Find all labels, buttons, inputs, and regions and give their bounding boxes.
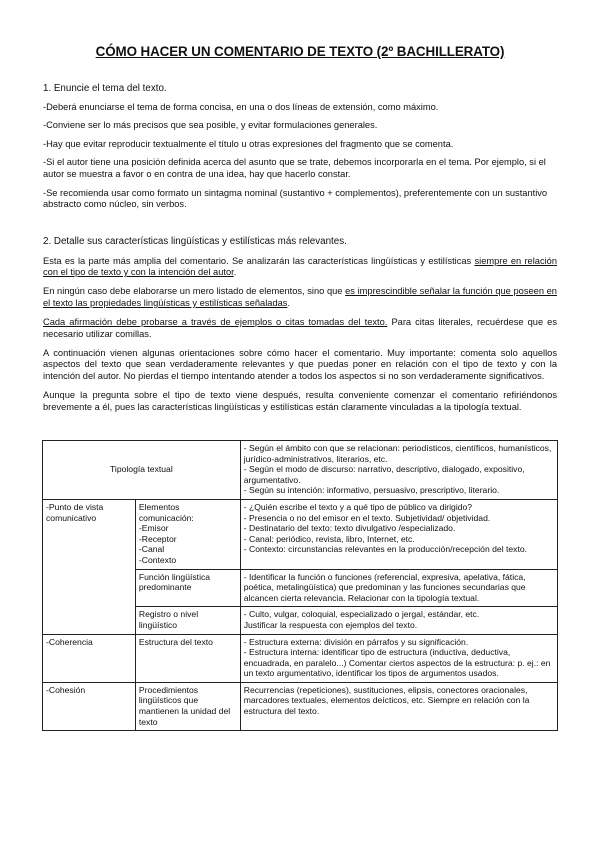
cell-line: - Estructura externa: división en párrafos y su significación. [243,636,469,647]
cell-line: - Estructura interna: identificar tipo de estructura (inductiva, deductiva, encuadrada, en paralelo...) Comentar ciertos aspectos de la estructura: p. ej.: en un texto argumentativo, identificar los tipos de argumentos usados. [243,647,551,679]
section-tema [43,83,557,218]
table-row [43,499,558,569]
table-row [43,634,558,682]
table-cell [135,499,240,569]
table-row [43,682,558,730]
table-row [43,441,558,500]
table-cell: Estructura del texto [135,634,240,682]
text-run: Esta es la parte más amplia del comentario. Se analizarán las características lingüísticas y estilísticas [43,255,475,266]
table-cell [240,607,557,634]
cell-line: - Según el modo de discurso: narrativo, descriptivo, dialogado, expositivo, argumentativo. [243,464,525,485]
table-cell [240,499,557,569]
cell-line: -Receptor [138,533,177,544]
table-cell: Tipología textual [43,441,241,500]
table-cell [240,634,557,682]
section-caracteristicas [43,236,557,421]
table-cell: Registro o nivel lingüístico [135,607,240,634]
table-cell [240,441,557,500]
cell-line: - Según el ámbito con que se relacionan: periodísticos, científicos, humanísticos, jurídico-administrativos, literarios, etc. [243,443,552,464]
paragraph: -Deberá enunciarse el tema de forma concisa, en una o dos líneas de extensión, como máximo. [43,101,439,112]
table-cell: -Coherencia [43,634,136,682]
paragraph: -Hay que evitar reproducir textualmente el título u otras expresiones del fragmento que se comenta. [43,138,454,149]
table-cell: - Identificar la función o funciones (referencial, expresiva, apelativa, fática, poética, metalingüística) que predominan y las funciones secundarias que alcancen cierta relevancia. Relacionar con la tipología textual. [240,569,557,607]
cell-line: Justificar la respuesta con ejemplos del texto. [243,619,418,630]
cell-line: -Canal [138,544,165,555]
table-cell: Recurrencias (repeticiones), sustituciones, elipsis, conectores oracionales, marcadores textuales, elementos deícticos, etc. Siempre en relación con la estructura del texto. [240,682,557,730]
paragraph: -Si el autor tiene una posición definida acerca del asunto que se trate, debemos incorporarla en el tema. Por ejemplo, si el autor se muestra a favor o en contra de una idea, hay que hacerlo constar. [43,157,546,179]
section-heading: 1. Enuncie el tema del texto. [43,83,167,94]
paragraph [43,317,557,340]
document-title: CÓMO HACER UN COMENTARIO DE TEXTO (2º BACHILLERATO) [95,44,505,59]
table-cell: -Punto de vista comunicativo [43,499,136,634]
table-cell: -Cohesión [43,682,136,730]
table-cell: Función lingüística predominante [135,569,240,607]
paragraph: Aunque la pregunta sobre el tipo de texto viene después, resulta conveniente comenzar el comentario refiriéndonos brevemente a él, pues las características lingüísticas y estilísticas están claramente vinculadas a la tipología textual. [43,389,557,412]
paragraph: -Se recomienda usar como formato un sintagma nominal (sustantivo + complementos), preferentemente con un sustantivo abstracto como núcleo, sin verbos. [43,187,548,210]
text-run: Para citas literales, recuérdese que es necesario utilizar comillas. [43,316,557,339]
underlined-text: es imprescindible señalar la función que poseen en el texto las propiedades lingüísticas y estilísticas señaladas [43,286,557,308]
orientation-table [42,440,558,731]
cell-line: Elementos comunicación: [138,501,194,523]
paragraph: -Conviene ser lo más precisos que sea posible, y evitar formulaciones generales. [43,120,378,131]
underlined-text: Cada afirmación debe probarse a través de ejemplos o citas tomadas del texto. [43,316,388,327]
cell-line: -Emisor [138,523,169,534]
cell-line: - Culto, vulgar, coloquial, especializado o jergal, estándar, etc. [243,609,480,620]
cell-line: - Destinatario del texto: texto divulgativo /especializado. [243,523,456,534]
underlined-text: siempre en relación con el tipo de texto y con la intención del autor [43,255,557,278]
cell-line: - Contexto: circunstancias relevantes en la producción/recepción del texto. [243,544,528,555]
cell-line: -Contexto [138,554,177,565]
text-run: . [287,297,291,308]
paragraph [43,286,557,309]
paragraph [43,256,557,279]
cell-line: - Presencia o no del emisor en el texto. Subjetividad/ objetividad. [243,512,491,523]
text-run: . [233,267,237,278]
cell-line: - ¿Quién escribe el texto y a qué tipo de público va dirigido? [243,501,473,512]
table-cell: Procedimientos lingüísticos que mantienen la unidad del texto [135,682,240,730]
text-run: En ningún caso debe elaborarse un mero listado de elementos, sino que [43,286,346,297]
section-heading: 2. Detalle sus características lingüísticas y estilísticas más relevantes. [43,236,347,247]
paragraph: A continuación vienen algunas orientaciones sobre cómo hacer el comentario. Muy importante: comenta solo aquellos aspectos del texto que sean verdaderamente relevantes y que puedas poner en relación con el tipo de texto y con la intención del autor. No pierdas el tiempo intentando atender a todos los aspectos si no son verdaderamente significativos. [43,347,557,381]
cell-line: - Según su intención: informativo, persuasivo, prescriptivo, literario. [243,485,500,496]
cell-line: - Canal: periódico, revista, libro, Internet, etc. [243,533,415,544]
